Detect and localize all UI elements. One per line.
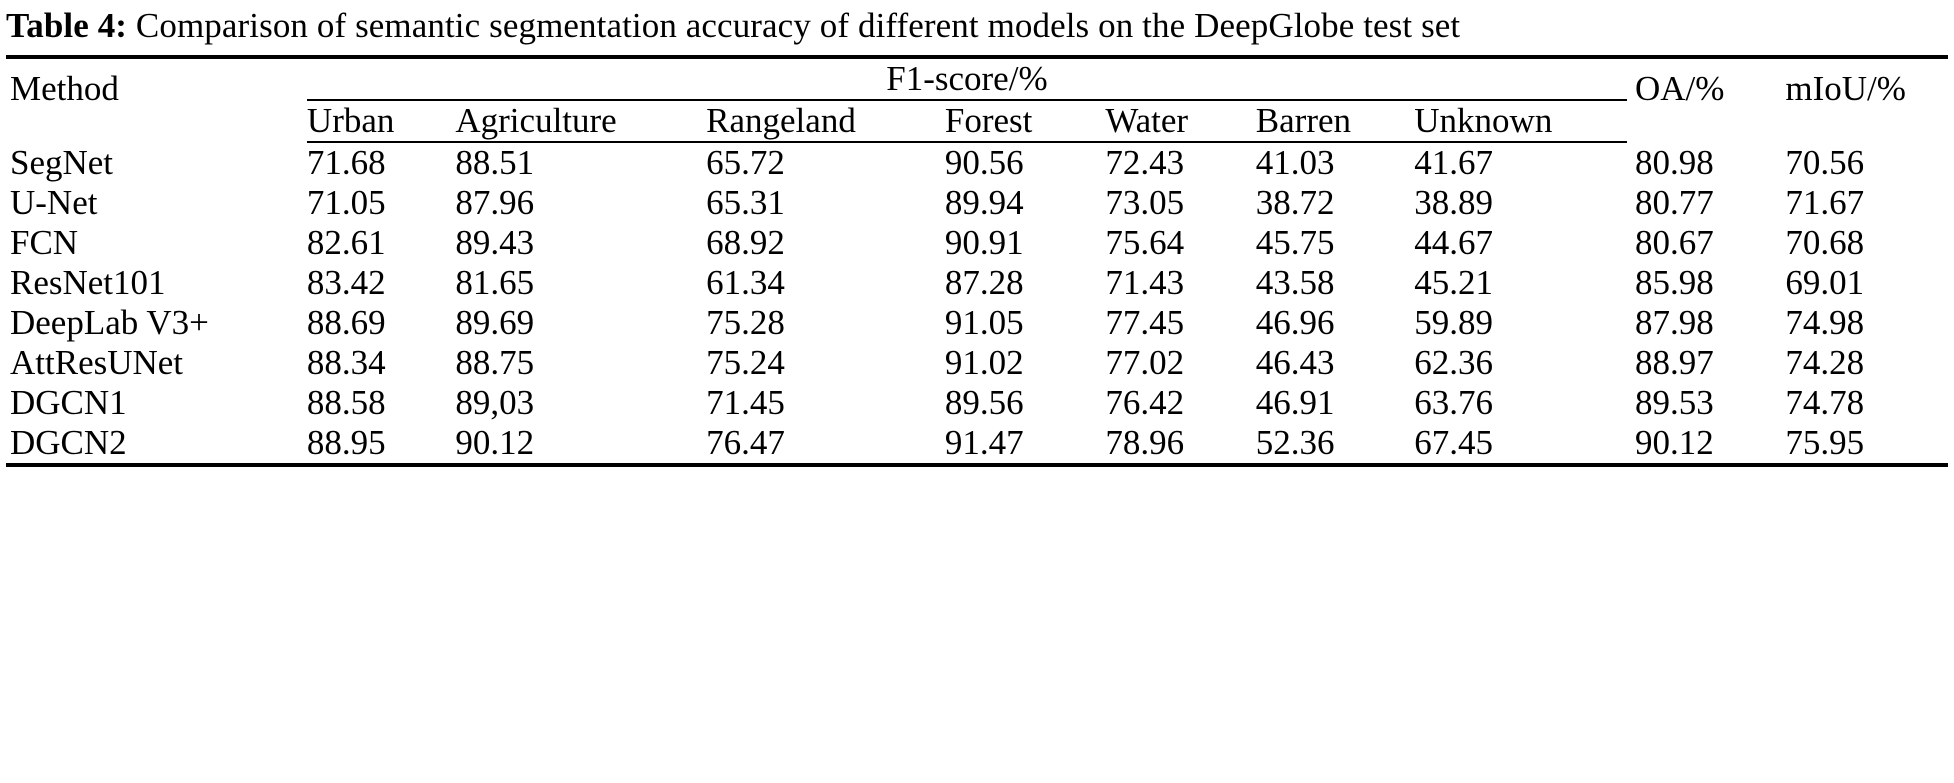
cell-miou: 74.98 [1785, 302, 1865, 342]
cell-urban: 82.61 [306, 222, 386, 262]
cell-barren: 52.36 [1256, 423, 1414, 465]
cell-forest: 89.56 [944, 382, 1024, 422]
table-row [6, 423, 1948, 465]
cell-forest: 91.02 [944, 342, 1024, 382]
cell-oa: 87.98 [1634, 302, 1714, 342]
cell-rangeland: 65.31 [706, 182, 785, 222]
cell-barren: 46.43 [1255, 342, 1335, 382]
header-barren: Barren [1256, 100, 1414, 142]
cell-forest: 90.91 [944, 222, 1024, 262]
row-method: SegNet [10, 142, 114, 182]
table-row [6, 343, 1948, 383]
cell-oa: 85.98 [1634, 262, 1714, 302]
header-unknown: Unknown [1414, 100, 1627, 142]
cell-miou: 75.95 [1777, 423, 1948, 465]
cell-unknown: 44.67 [1414, 222, 1494, 262]
cell-oa: 89.53 [1634, 382, 1714, 422]
cell-oa: 80.98 [1634, 142, 1714, 182]
cell-miou: 74.28 [1785, 342, 1865, 382]
cell-forest: 87.28 [944, 262, 1024, 302]
cell-agriculture: 89.43 [455, 222, 535, 262]
cell-water: 78.96 [1105, 423, 1255, 465]
row-method: FCN [10, 222, 79, 262]
table-header-group-row [6, 57, 1948, 100]
results-table [6, 55, 1948, 467]
cell-oa: 90.12 [1627, 423, 1777, 465]
cell-barren: 45.75 [1255, 222, 1335, 262]
cell-forest: 91.05 [944, 302, 1024, 342]
cell-water: 75.64 [1105, 222, 1185, 262]
cell-unknown: 67.45 [1414, 423, 1627, 465]
table-row [6, 303, 1948, 343]
header-agriculture: Agriculture [455, 100, 706, 142]
header-oa: OA/% [1627, 57, 1777, 142]
cell-barren: 46.91 [1255, 382, 1335, 422]
table-row [6, 383, 1948, 423]
cell-unknown: 38.89 [1414, 182, 1494, 222]
cell-forest: 89.94 [944, 182, 1024, 222]
cell-water: 77.45 [1105, 302, 1185, 342]
cell-water: 71.43 [1105, 262, 1185, 302]
cell-urban: 88.95 [307, 423, 455, 465]
cell-rangeland: 68.92 [706, 222, 785, 262]
caption-text: Comparison of semantic segmentation accuracy of different models on the DeepGlobe test set [127, 6, 1461, 45]
cell-water: 77.02 [1105, 342, 1185, 382]
cell-agriculture: 89.69 [455, 302, 535, 342]
table-caption [6, 4, 1948, 49]
header-rangeland: Rangeland [706, 100, 945, 142]
cell-urban: 71.05 [306, 182, 386, 222]
cell-barren: 43.58 [1255, 262, 1335, 302]
cell-unknown: 41.67 [1414, 142, 1494, 182]
cell-rangeland: 71.45 [706, 382, 785, 422]
cell-oa: 80.77 [1634, 182, 1714, 222]
cell-miou: 69.01 [1785, 262, 1865, 302]
cell-unknown: 59.89 [1414, 302, 1494, 342]
cell-urban: 71.68 [306, 142, 386, 182]
cell-water: 72.43 [1105, 142, 1185, 182]
cell-rangeland: 76.47 [706, 423, 945, 465]
row-method: AttResUNet [10, 342, 184, 382]
cell-unknown: 63.76 [1414, 382, 1494, 422]
cell-rangeland: 75.28 [706, 302, 785, 342]
row-method: DeepLab V3+ [10, 302, 209, 342]
cell-agriculture: 89,03 [455, 382, 535, 422]
row-method: ResNet101 [10, 262, 166, 302]
row-method: DGCN2 [6, 423, 307, 465]
cell-urban: 88.69 [306, 302, 386, 342]
table-row [6, 263, 1948, 303]
row-method: U-Net [10, 182, 98, 222]
cell-miou: 74.78 [1785, 382, 1865, 422]
cell-agriculture: 81.65 [455, 262, 535, 302]
cell-unknown: 45.21 [1414, 262, 1494, 302]
header-miou: mIoU/% [1777, 57, 1948, 142]
caption-label: Table 4: [6, 6, 128, 45]
header-f1-group: F1-score/% [307, 57, 1627, 100]
cell-agriculture: 88.51 [455, 142, 535, 182]
table-row [6, 223, 1948, 263]
cell-urban: 83.42 [306, 262, 386, 302]
cell-agriculture: 90.12 [455, 423, 706, 465]
cell-miou: 70.56 [1785, 142, 1865, 182]
cell-miou: 71.67 [1785, 182, 1865, 222]
cell-barren: 38.72 [1255, 182, 1335, 222]
row-method: DGCN1 [10, 382, 127, 422]
cell-rangeland: 75.24 [706, 342, 785, 382]
header-water: Water [1105, 100, 1255, 142]
cell-oa: 80.67 [1634, 222, 1714, 262]
cell-rangeland: 65.72 [706, 142, 785, 182]
cell-agriculture: 88.75 [455, 342, 535, 382]
cell-miou: 70.68 [1785, 222, 1865, 262]
cell-urban: 88.34 [306, 342, 386, 382]
cell-forest: 91.47 [945, 423, 1105, 465]
cell-rangeland: 61.34 [706, 262, 785, 302]
cell-urban: 88.58 [306, 382, 386, 422]
cell-oa: 88.97 [1634, 342, 1714, 382]
header-method: Method [6, 57, 307, 142]
cell-water: 76.42 [1105, 382, 1185, 422]
table-row [6, 183, 1948, 223]
cell-water: 73.05 [1105, 182, 1185, 222]
header-urban: Urban [307, 100, 455, 142]
cell-forest: 90.56 [944, 142, 1024, 182]
table-row [6, 142, 1948, 183]
cell-agriculture: 87.96 [455, 182, 535, 222]
cell-barren: 41.03 [1255, 142, 1335, 182]
cell-unknown: 62.36 [1414, 342, 1494, 382]
cell-barren: 46.96 [1255, 302, 1335, 342]
header-forest: Forest [945, 100, 1105, 142]
